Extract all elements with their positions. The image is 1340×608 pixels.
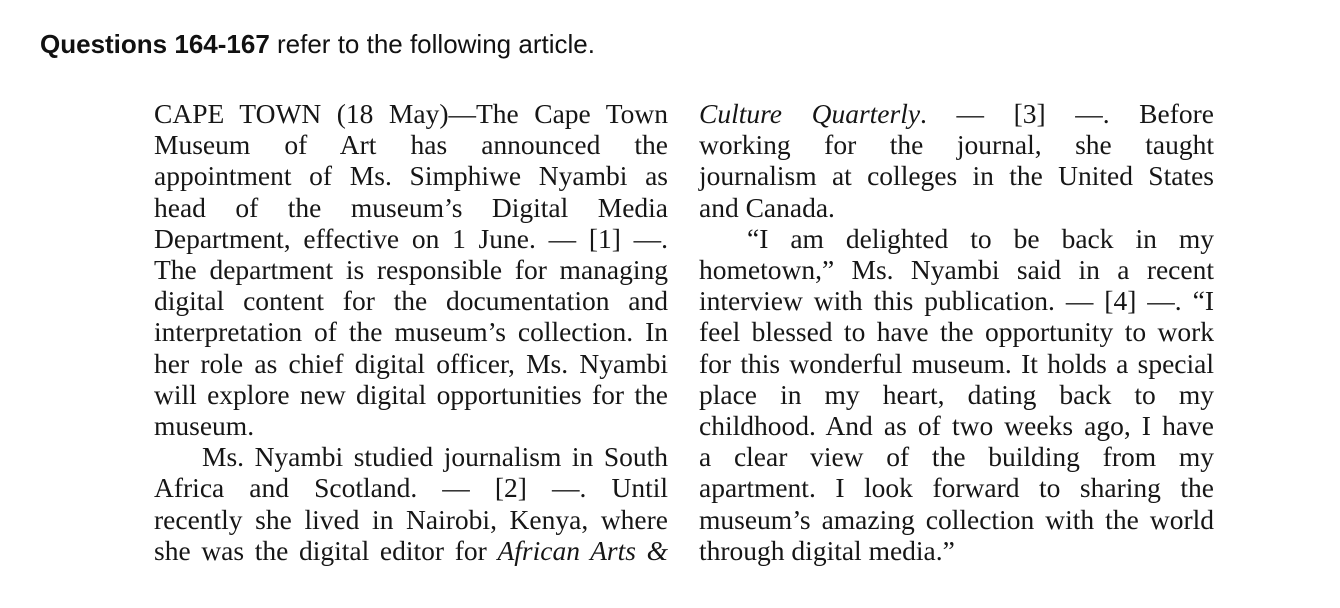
article-line: a clear view of the building from my — [699, 441, 1214, 473]
questions-heading — [40, 27, 595, 61]
article-text: she was the digital editor for — [154, 534, 498, 566]
article-line: interpretation of the museum’s collection. In — [154, 316, 668, 348]
article-line: childhood. And as of two weeks ago, I have — [699, 410, 1214, 442]
article-left-column — [154, 98, 668, 566]
article-line — [154, 535, 668, 566]
article-line: recently she lived in Nairobi, Kenya, where — [154, 503, 668, 535]
heading-instruction: refer to the following article. — [269, 29, 595, 59]
article-text: . — [3] —. Before — [920, 98, 1214, 129]
article-line: feel blessed to have the opportunity to work — [699, 316, 1214, 348]
article-line: and Canada. — [699, 191, 835, 223]
article-line: CAPE TOWN (18 May)—The Cape Town — [154, 98, 668, 129]
publication-title: Culture Quarterly — [699, 98, 921, 129]
article-paragraph — [699, 98, 1214, 223]
article-line: apartment. I look forward to sharing the — [699, 472, 1214, 504]
article-right-column — [699, 98, 1214, 566]
article-line: working for the journal, she taught — [699, 129, 1214, 161]
article-line: for this wonderful museum. It holds a special — [699, 347, 1214, 379]
article-line — [699, 98, 1214, 129]
article-paragraph — [154, 98, 668, 441]
article-line: through digital media.” — [699, 534, 955, 566]
article-line: Africa and Scotland. — [2] —. Until — [154, 472, 668, 504]
article-line: The department is responsible for managing — [154, 254, 668, 286]
article-line: interview with this publication. — [4] —. “I — [699, 285, 1214, 317]
article-line: appointment of Ms. Simphiwe Nyambi as — [154, 160, 668, 192]
article-line: hometown,” Ms. Nyambi said in a recent — [699, 254, 1214, 286]
article-line: head of the museum’s Digital Media — [154, 191, 668, 223]
article-line: Ms. Nyambi studied journalism in South — [202, 441, 668, 473]
article-line: will explore new digital opportunities for the — [154, 378, 668, 410]
article-line: her role as chief digital officer, Ms. Nyambi — [154, 347, 668, 379]
article-line: Department, effective on 1 June. — [1] —. — [154, 222, 668, 254]
publication-title: African Arts & — [497, 534, 668, 566]
article-line: Museum of Art has announced the — [154, 129, 668, 161]
article-paragraph — [154, 441, 668, 566]
article-line: journalism at colleges in the United States — [699, 160, 1214, 192]
question-range: Questions 164-167 — [40, 29, 270, 59]
article-paragraph — [699, 223, 1214, 566]
article-line: “I am delighted to be back in my — [747, 222, 1214, 254]
article-line: place in my heart, dating back to my — [699, 378, 1214, 410]
article-line: digital content for the documentation and — [154, 285, 668, 317]
article-line: museum. — [154, 410, 255, 442]
article-line: museum’s amazing collection with the world — [699, 503, 1214, 535]
